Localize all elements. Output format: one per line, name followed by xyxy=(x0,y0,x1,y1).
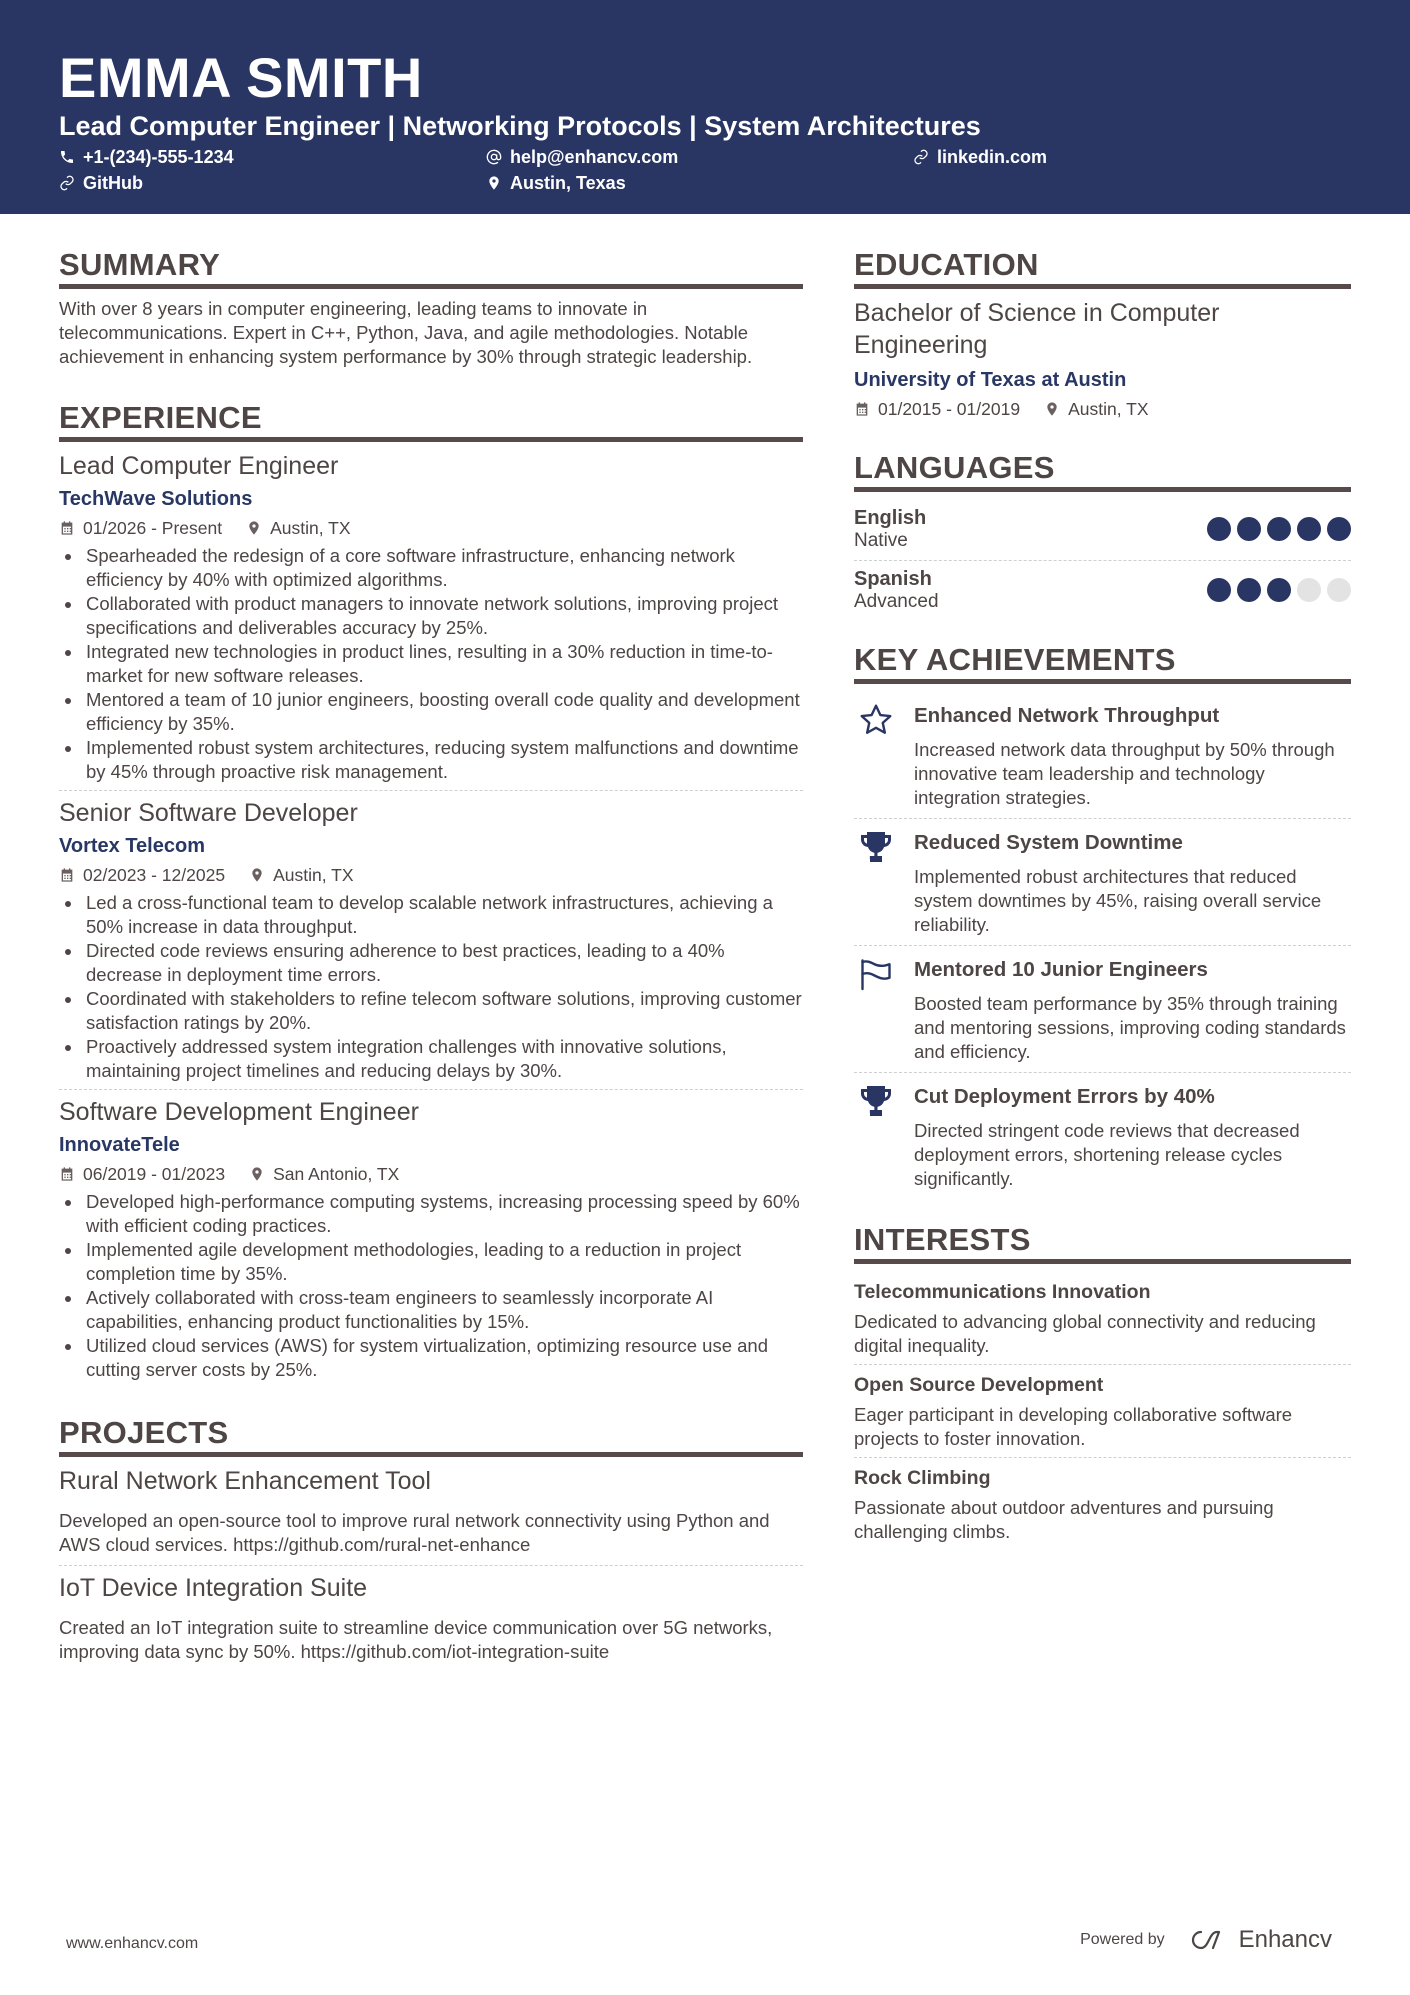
languages-section xyxy=(854,449,1351,621)
education-meta xyxy=(854,397,1351,421)
rating-dot-filled xyxy=(1237,578,1261,602)
contact-linkedin[interactable] xyxy=(913,146,1213,168)
achievement-title: Reduced System Downtime xyxy=(914,831,1183,854)
job-bullets xyxy=(59,891,803,1083)
project-description: Created an IoT integration suite to streamline device communication over 5G networks, improving data sync by 50%. https://github.com/iot-integration-suite xyxy=(59,1617,773,1662)
section-title-summary: SUMMARY xyxy=(59,246,803,289)
rating-dot-filled xyxy=(1207,517,1231,541)
job-meta xyxy=(59,863,803,887)
interest-description: Passionate about outdoor adventures and pursuing challenging climbs. xyxy=(854,1497,1274,1542)
calendar-icon xyxy=(854,401,870,417)
job-location: Austin, TX xyxy=(273,865,354,885)
location-icon xyxy=(486,175,502,191)
job-entry xyxy=(59,790,803,1089)
job-role: Lead Computer Engineer xyxy=(59,452,339,480)
achievement-entry xyxy=(854,818,1351,945)
job-bullet: Coordinated with stakeholders to refine telecom software solutions, improving customer satisfaction ratings by 20%. xyxy=(59,987,803,1035)
job-bullet: Directed code reviews ensuring adherence to best practices, leading to a 40% decrease in deployment time errors. xyxy=(59,939,803,987)
job-bullet: Led a cross-functional team to develop scalable network infrastructures, achieving a 50% increase in data throughput. xyxy=(59,891,803,939)
rating-dot-filled xyxy=(1327,517,1351,541)
section-title-achievements: KEY ACHIEVEMENTS xyxy=(854,641,1351,684)
rating-dot-filled xyxy=(1267,578,1291,602)
interest-title: Rock Climbing xyxy=(854,1467,991,1489)
job-bullet: Proactively addressed system integration challenges with innovative solutions, maintaining project timelines and reducing delays by 30%. xyxy=(59,1035,803,1083)
enhancv-logo-icon xyxy=(1187,1926,1231,1954)
right-column xyxy=(854,246,1351,1580)
achievement-entry xyxy=(854,945,1351,1072)
job-dates: 02/2023 - 12/2025 xyxy=(83,865,226,885)
project-entry xyxy=(59,1565,803,1672)
rating-dot-filled xyxy=(1267,517,1291,541)
language-level: Native xyxy=(854,530,908,551)
enhancv-brand[interactable] xyxy=(1187,1926,1332,1954)
education-dates: 01/2015 - 01/2019 xyxy=(878,399,1021,419)
job-bullets xyxy=(59,1190,803,1382)
rating-dot-empty xyxy=(1297,578,1321,602)
job-role: Software Development Engineer xyxy=(59,1098,419,1126)
star-icon xyxy=(858,702,894,738)
trophy-icon xyxy=(858,829,894,865)
summary-text: With over 8 years in computer engineering, leading teams to innovate in telecommunications. Expert in C++, Python, Java, and agile methodologies. Notable achievement in enhancing system performance by 30% through strategic leadership. xyxy=(59,298,753,367)
job-company: Vortex Telecom xyxy=(59,835,205,857)
location-icon xyxy=(249,867,265,883)
resume-header xyxy=(0,0,1410,214)
location-icon xyxy=(1044,401,1060,417)
language-rating xyxy=(1207,578,1351,602)
achievement-description: Directed stringent code reviews that decreased deployment errors, shortening release cycles significantly. xyxy=(914,1120,1300,1189)
linkedin-text: linkedin.com xyxy=(937,146,1048,167)
job-bullet: Utilized cloud services (AWS) for system virtualization, optimizing resource use and cutting server costs by 25%. xyxy=(59,1334,803,1382)
summary-section xyxy=(59,246,803,369)
job-bullet: Developed high-performance computing systems, increasing processing speed by 60% with efficient coding practices. xyxy=(59,1190,803,1238)
section-title-languages: LANGUAGES xyxy=(854,449,1351,492)
rating-dot-filled xyxy=(1297,517,1321,541)
project-entry xyxy=(59,1465,803,1565)
interest-entry xyxy=(854,1364,1351,1457)
job-location: Austin, TX xyxy=(270,518,351,538)
job-company: InnovateTele xyxy=(59,1134,180,1156)
language-entry xyxy=(854,560,1351,621)
interests-section xyxy=(854,1221,1351,1550)
contact-location xyxy=(486,172,913,194)
projects-section xyxy=(59,1414,803,1672)
contact-email[interactable] xyxy=(486,146,913,168)
link-icon xyxy=(913,149,929,165)
contact-phone[interactable] xyxy=(59,146,486,168)
education-degree: Bachelor of Science in Computer Engineering xyxy=(854,299,1220,359)
rating-dot-filled xyxy=(1237,517,1261,541)
flag-icon xyxy=(858,956,894,992)
github-text: GitHub xyxy=(83,172,143,193)
experience-section xyxy=(59,399,803,1388)
job-role: Senior Software Developer xyxy=(59,799,358,827)
email-text: help@enhancv.com xyxy=(510,146,679,167)
job-bullet: Integrated new technologies in product lines, resulting in a 30% reduction in time-to-market for new software releases. xyxy=(59,640,803,688)
phone-icon xyxy=(59,149,75,165)
job-dates: 06/2019 - 01/2023 xyxy=(83,1164,226,1184)
achievement-description: Implemented robust architectures that reduced system downtimes by 45%, raising overall service reliability. xyxy=(914,866,1322,935)
language-name: Spanish xyxy=(854,568,932,590)
left-column xyxy=(59,246,803,1702)
job-bullet: Implemented robust system architectures, reducing system malfunctions and downtime by 45% through proactive risk management. xyxy=(59,736,803,784)
achievement-entry xyxy=(854,692,1351,818)
interest-title: Open Source Development xyxy=(854,1374,1104,1396)
rating-dot-filled xyxy=(1207,578,1231,602)
location-icon xyxy=(249,1166,265,1182)
language-rating xyxy=(1207,517,1351,541)
job-entry xyxy=(59,450,803,790)
project-description: Developed an open-source tool to improve rural network connectivity using Python and AWS cloud services. https://github.com/rural-net-enhance xyxy=(59,1510,770,1555)
at-icon xyxy=(486,149,502,165)
job-bullet: Mentored a team of 10 junior engineers, boosting overall code quality and development efficiency by 35%. xyxy=(59,688,803,736)
candidate-headline: Lead Computer Engineer | Networking Protocols | System Architectures xyxy=(59,111,981,141)
powered-by-label: Powered by xyxy=(1080,1931,1165,1948)
job-entry xyxy=(59,1089,803,1388)
job-location: San Antonio, TX xyxy=(273,1164,400,1184)
job-company: TechWave Solutions xyxy=(59,488,253,510)
achievement-description: Boosted team performance by 35% through training and mentoring sessions, improving coding standards and efficiency. xyxy=(914,993,1346,1062)
achievement-title: Mentored 10 Junior Engineers xyxy=(914,958,1208,981)
achievement-entry xyxy=(854,1072,1351,1199)
location-icon xyxy=(246,520,262,536)
education-section xyxy=(854,246,1351,421)
job-meta xyxy=(59,1162,803,1186)
contact-list xyxy=(59,146,1351,194)
job-dates: 01/2026 - Present xyxy=(83,518,223,538)
section-title-interests: INTERESTS xyxy=(854,1221,1351,1264)
language-name: English xyxy=(854,507,927,529)
section-title-experience: EXPERIENCE xyxy=(59,399,803,442)
interest-entry xyxy=(854,1272,1351,1364)
section-title-projects: PROJECTS xyxy=(59,1414,803,1457)
language-level: Advanced xyxy=(854,591,939,612)
footer-powered-by xyxy=(1080,1926,1332,1954)
job-bullet: Implemented agile development methodologies, leading to a reduction in project completion time by 35%. xyxy=(59,1238,803,1286)
job-bullet: Collaborated with product managers to innovate network solutions, improving project specifications and deliverables accuracy by 25%. xyxy=(59,592,803,640)
location-text: Austin, Texas xyxy=(510,172,626,193)
achievement-title: Cut Deployment Errors by 40% xyxy=(914,1085,1215,1108)
interest-title: Telecommunications Innovation xyxy=(854,1281,1151,1303)
interest-description: Eager participant in developing collaborative software projects to foster innovation. xyxy=(854,1404,1293,1449)
section-title-education: EDUCATION xyxy=(854,246,1351,289)
interest-description: Dedicated to advancing global connectivity and reducing digital inequality. xyxy=(854,1311,1316,1356)
job-meta xyxy=(59,516,803,540)
link-icon xyxy=(59,175,75,191)
calendar-icon xyxy=(59,520,75,536)
project-name: Rural Network Enhancement Tool xyxy=(59,1467,431,1495)
calendar-icon xyxy=(59,1166,75,1182)
enhancv-brand-text: Enhancv xyxy=(1238,1926,1332,1953)
education-location: Austin, TX xyxy=(1068,399,1149,419)
job-bullet: Spearheaded the redesign of a core software infrastructure, enhancing network efficiency by 40% with optimized algorithms. xyxy=(59,544,803,592)
phone-text: +1-(234)-555-1234 xyxy=(83,146,234,167)
rating-dot-empty xyxy=(1327,578,1351,602)
project-name: IoT Device Integration Suite xyxy=(59,1574,368,1602)
achievement-title: Enhanced Network Throughput xyxy=(914,704,1220,727)
language-entry xyxy=(854,500,1351,560)
trophy-icon xyxy=(858,1083,894,1119)
candidate-name: EMMA SMITH xyxy=(59,46,423,109)
interest-entry xyxy=(854,1457,1351,1550)
job-bullet: Actively collaborated with cross-team engineers to seamlessly incorporate AI capabilities, enhancing product functionalities by 15%. xyxy=(59,1286,803,1334)
education-school: University of Texas at Austin xyxy=(854,369,1127,391)
achievement-description: Increased network data throughput by 50% through innovative team leadership and technology integration strategies. xyxy=(914,739,1335,808)
calendar-icon xyxy=(59,867,75,883)
achievements-section xyxy=(854,641,1351,1199)
contact-github[interactable] xyxy=(59,172,486,194)
footer-website-link[interactable]: www.enhancv.com xyxy=(66,1935,199,1952)
job-bullets xyxy=(59,544,803,784)
